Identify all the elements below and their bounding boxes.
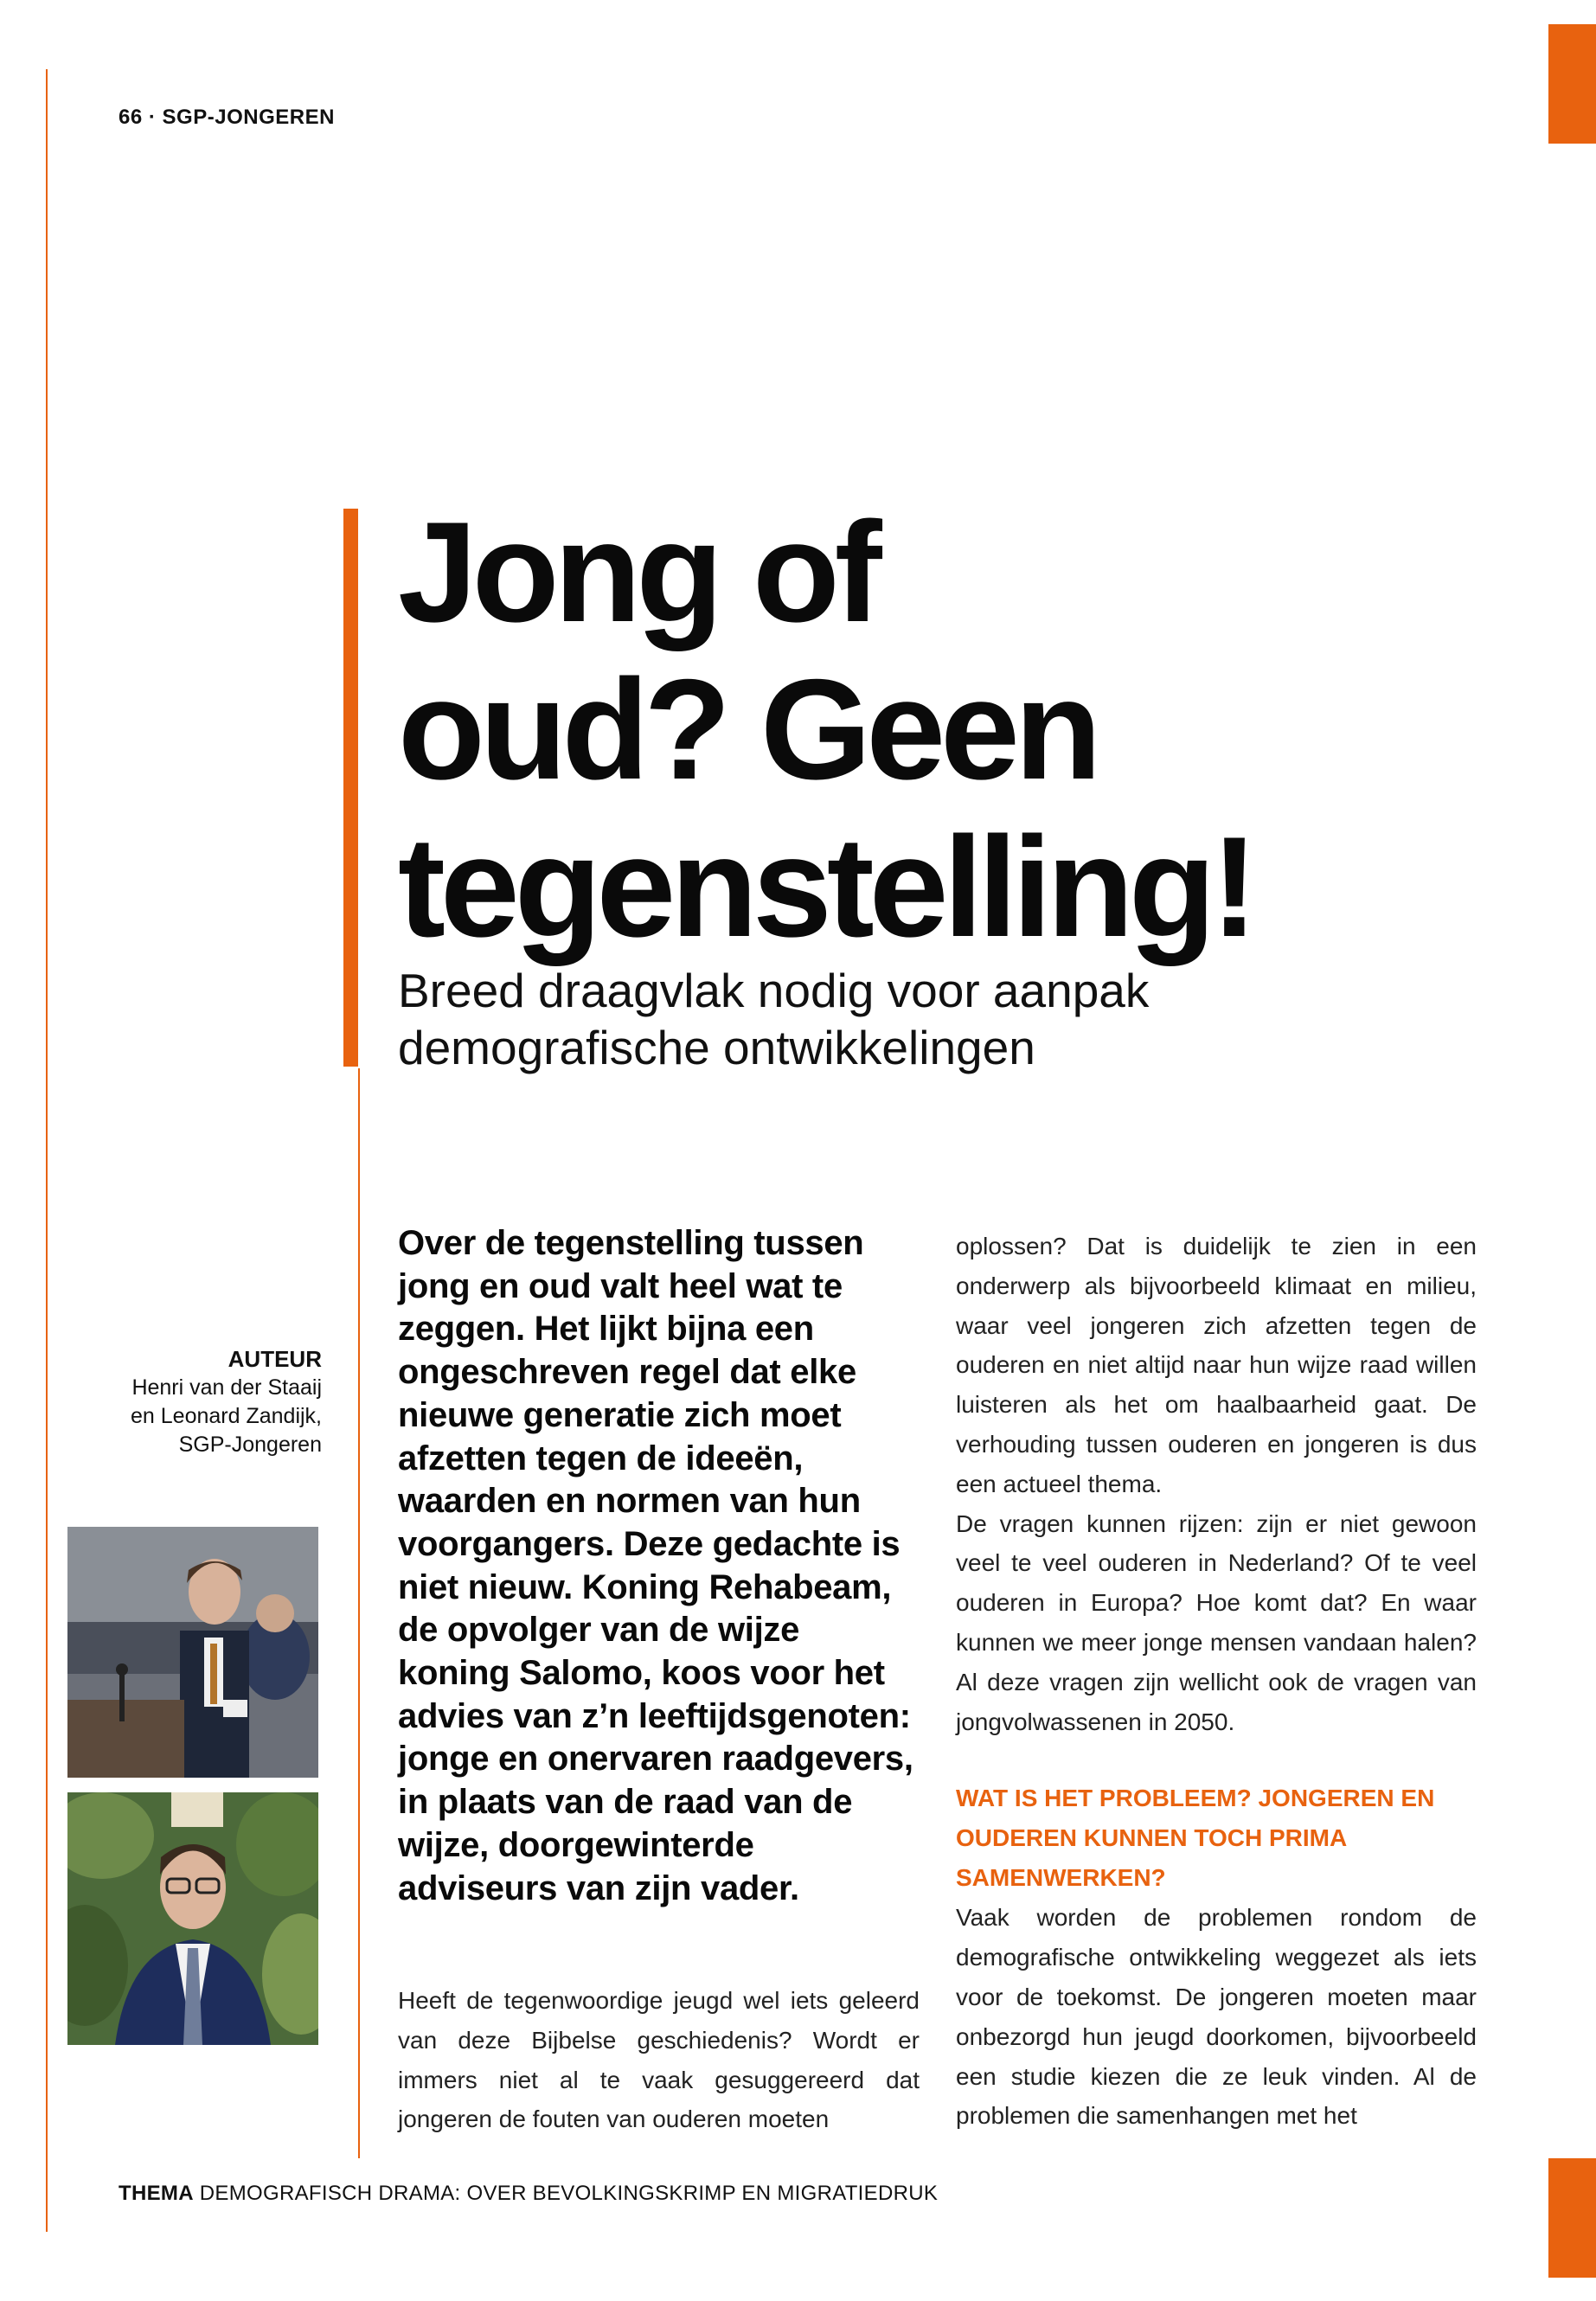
title-line: tegenstelling! (398, 807, 1253, 966)
author-photo-speaking (67, 1527, 318, 1778)
portrait-with-plants-image (67, 1792, 318, 2045)
author-photo-portrait (67, 1792, 318, 2045)
body-paragraph: De vragen kunnen rijzen: zijn er niet gewoon veel te veel ouderen in Nederland? Of te veel ouderen in Europa? Hoe komt dat? En waar kunnen we meer jonge mensen vandaan halen? Al deze vragen zijn wellicht ook de vragen van jongvolwassenen in 2050. (956, 1509, 1477, 1735)
running-header (119, 106, 335, 130)
body-paragraph: Vaak worden de problemen rondom de demografische ontwikkeling weggezet als iets voor de toekomst. De jongeren moeten maar onbezorgd hun jeugd doorkomen, bijvoorbeeld een studie kiezen die ze leuk vinden. Al de problemen die samenhangen met het (956, 1904, 1477, 2130)
footer-theme-text: DEMOGRAFISCH DRAMA: OVER BEVOLKINGSKRIMP EN MIGRATIEDRUK (199, 2182, 939, 2205)
author-line: Henri van der Staaij (131, 1375, 322, 1400)
author-names (87, 1374, 322, 1459)
title-line: Jong of (398, 492, 877, 651)
section-name: SGP-JONGEREN (162, 106, 335, 129)
orange-edge-tab-bottom (1548, 2158, 1596, 2278)
subtitle-line: demografische ontwikkelingen (398, 1021, 1035, 1074)
body-paragraph-left: Heeft de tegenwoordige jeugd wel iets geleerd van deze Bijbelse geschiedenis? Wordt er immers niet al te vaak gesuggereerd dat jongeren de fouten van ouderen moeten (398, 1987, 920, 2133)
section-subheading: WAT IS HET PROBLEEM? JONGEREN EN OUDEREN KUNNEN TOCH PRIMA SAMENWERKEN? (956, 1785, 1435, 1892)
speaker-at-podium-image (67, 1527, 318, 1778)
author-line: en Leonard Zandijk, (131, 1404, 322, 1428)
header-separator: · (148, 106, 157, 129)
title-accent-bar (343, 509, 358, 1067)
body-column-right (956, 1227, 1477, 2136)
article-subtitle (398, 962, 1349, 1076)
page-number: 66 (119, 106, 143, 129)
body-paragraph: oplossen? Dat is duidelijk te zien in een onderwerp als bijvoorbeeld klimaat en milieu, waar veel jongeren zich afzetten tegen de ouderen en niet altijd naar hun wijze raad willen luisteren als het om haalbaarheid gaat. De verhouding tussen ouderen en jongeren is dus een actueel thema. (956, 1233, 1477, 1497)
article-title (398, 493, 1436, 965)
column-divider-rule (358, 1068, 360, 2158)
orange-edge-tab-top (1548, 24, 1596, 144)
left-margin-rule (46, 69, 48, 2232)
author-label: AUTEUR (228, 1346, 322, 1372)
title-line: oud? Geen (398, 650, 1097, 809)
footer-theme-label: THEMA (119, 2182, 194, 2205)
author-line: SGP-Jongeren (178, 1433, 322, 1457)
subtitle-line: Breed draagvlak nodig voor aanpak (398, 964, 1150, 1017)
page-footer (119, 2182, 938, 2206)
lead-paragraph: Over de tegenstelling tussen jong en oud valt heel wat te zeggen. Het lijkt bijna een ongeschreven regel dat elke nieuwe generatie zich moet afzetten tegen de ideeën, waarden en normen van hun voorgangers. Deze gedachte is niet nieuw. Koning Rehabeam, de opvolger van de wijze koning Salomo, koos voor het advies van z’n leeftijdsgenoten: jonge en onervaren raadgevers, in plaats van de raad van de wijze, doorgewinterde adviseurs van zijn vader. (398, 1224, 913, 1907)
